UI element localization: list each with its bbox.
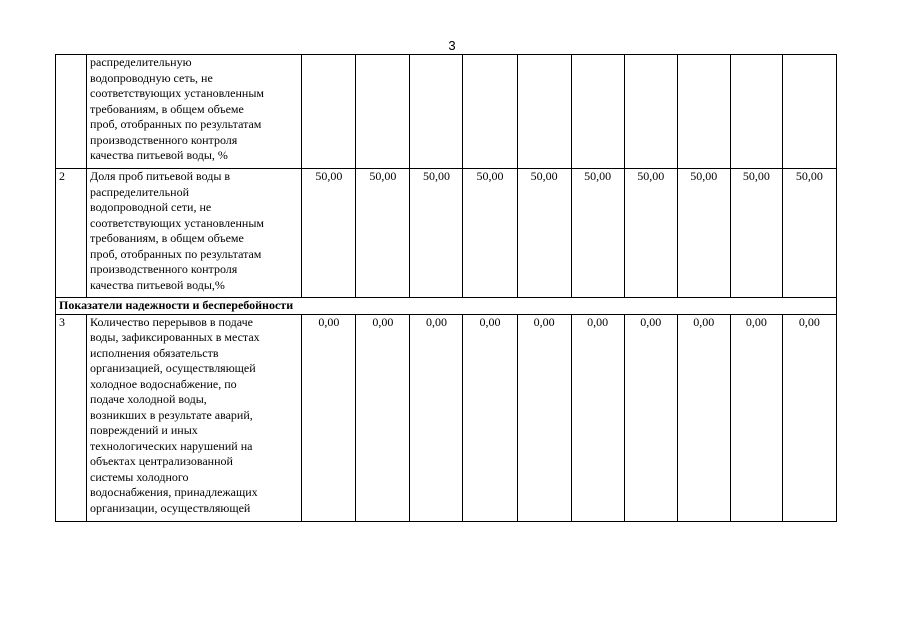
value-cell: 0,00: [356, 314, 410, 521]
row-description: Количество перерывов в подаче воды, зафиксированных в местах исполнения обязательств организацией, осуществляющей холодное водоснабжение, по подаче холодной воды, возникших в результате аварий, повреждений и иных технологических нарушений на объектах централизованной системы холодного водоснабжения, принадлежащих организации, осуществляющей: [87, 314, 302, 521]
table-row: [56, 55, 837, 169]
value-cell: 50,00: [517, 169, 571, 298]
row-number: 2: [56, 169, 87, 298]
value-cell: 0,00: [302, 314, 356, 521]
value-cell: [677, 55, 730, 169]
row-description: распределительную водопроводную сеть, не соответствующих установленным требованиям, в общем объеме проб, отобранных по результатам производственного контроля качества питьевой воды, %: [87, 55, 302, 169]
value-cell: 50,00: [782, 169, 836, 298]
value-cell: [517, 55, 571, 169]
table-row: [56, 314, 837, 521]
value-cell: 0,00: [730, 314, 782, 521]
value-cell: 0,00: [571, 314, 624, 521]
value-cell: 50,00: [677, 169, 730, 298]
row-number: 3: [56, 314, 87, 521]
row-description: Доля проб питьевой воды в распределительной водопроводной сети, не соответствующих установленным требованиям, в общем объеме проб, отобранных по результатам производственного контроля качества питьевой воды,%: [87, 169, 302, 298]
value-cell: 50,00: [571, 169, 624, 298]
value-cell: [730, 55, 782, 169]
page-number: 3: [448, 38, 456, 53]
value-cell: 0,00: [677, 314, 730, 521]
value-cell: 50,00: [730, 169, 782, 298]
value-cell: 0,00: [463, 314, 517, 521]
value-cell: 0,00: [624, 314, 677, 521]
value-cell: 50,00: [410, 169, 463, 298]
value-cell: [356, 55, 410, 169]
value-cell: [624, 55, 677, 169]
value-cell: [571, 55, 624, 169]
value-cell: 0,00: [517, 314, 571, 521]
value-cell: [302, 55, 356, 169]
table-row: [56, 169, 837, 298]
row-number: [56, 55, 87, 169]
value-cell: 0,00: [410, 314, 463, 521]
value-cell: 50,00: [463, 169, 517, 298]
value-cell: [410, 55, 463, 169]
value-cell: 50,00: [624, 169, 677, 298]
value-cell: [782, 55, 836, 169]
indicators-table: [55, 54, 837, 522]
value-cell: 50,00: [356, 169, 410, 298]
value-cell: [463, 55, 517, 169]
value-cell: 50,00: [302, 169, 356, 298]
section-row: [56, 298, 837, 315]
section-title: Показатели надежности и бесперебойности: [56, 298, 837, 315]
value-cell: 0,00: [782, 314, 836, 521]
